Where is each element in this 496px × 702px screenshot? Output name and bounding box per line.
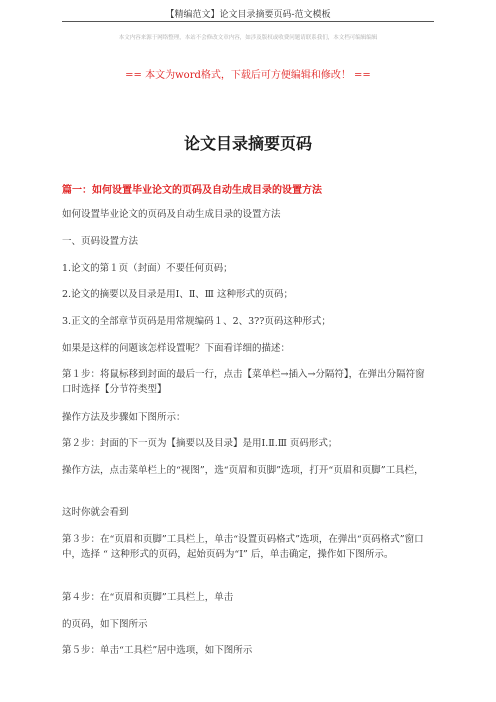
paragraph-step-5: 第５步：单击“工具栏”居中选项，如下图所示 — [62, 645, 253, 656]
paragraph-question: 如果是这样的问题该怎样设置呢？下面看详细的描述： — [62, 343, 291, 354]
paragraph-section-one: 一、页码设置方法 — [62, 236, 139, 247]
paragraph-step-4: 第４步：在“页眉和页脚”工具栏上，单击 — [62, 592, 234, 603]
paragraph-step-2: 第２步：封面的下一页为【摘要以及目录】是用Ⅰ.Ⅱ.Ⅲ 页码形式； — [62, 438, 338, 449]
paragraph-see: 这时你就会看到 — [62, 507, 129, 518]
paragraph-item-2: 2.论文的摘要以及目录是用Ⅰ、Ⅱ、Ⅲ 这种形式的页码； — [62, 289, 293, 300]
page-header-title: 【精编范文】论文目录摘要页码-范文模板 — [165, 10, 331, 20]
paragraph-page-number: 的页码，如下图所示 — [62, 619, 148, 630]
header-divider — [62, 21, 434, 22]
paragraph-step-3: 第３步：在“页眉和页脚”工具栏上，单击“设置页码格式”选项，在弹出“页码格式”窗口中，选择 “ 这种形式的页码，起始页码为“Ⅰ” 后，单击确定，操作如下图所示。 — [62, 534, 424, 560]
paragraph-item-3: 3.正文的全部章节页码是用常规编码１、2、3??页码这种形式； — [62, 316, 331, 327]
word-format-notice: == 本文为word格式，下载后可方便编辑和修改！ == — [125, 70, 371, 81]
section-heading: 篇一：如何设置毕业论文的页码及自动生成目录的设置方法 — [62, 185, 322, 196]
document-title: 论文目录摘要页码 — [183, 134, 312, 153]
paragraph-step-1: 第１步：将鼠标移到封面的最后一行，点击【菜单栏→插入→分隔符】，在弹出分隔符窗口时选择【分节符类型】 — [62, 369, 425, 395]
paragraph-intro: 如何设置毕业论文的页码及自动生成目录的设置方法 — [62, 209, 281, 220]
paragraph-item-1: 1.论文的第１页（封面）不要任何页码； — [62, 263, 233, 274]
paragraph-operation: 操作方法及步骤如下图所示： — [62, 412, 186, 423]
header-disclaimer: 本文内容来源于网络整理，本站不会修改文章内容，如涉及版权或收费问题请联系我们，本文档可编辑编辑 — [118, 35, 378, 41]
paragraph-step-2-detail: 操作方法，点击菜单栏上的“视图”，选“页眉和页脚”选项，打开“页眉和页脚”工具栏， — [62, 465, 424, 476]
